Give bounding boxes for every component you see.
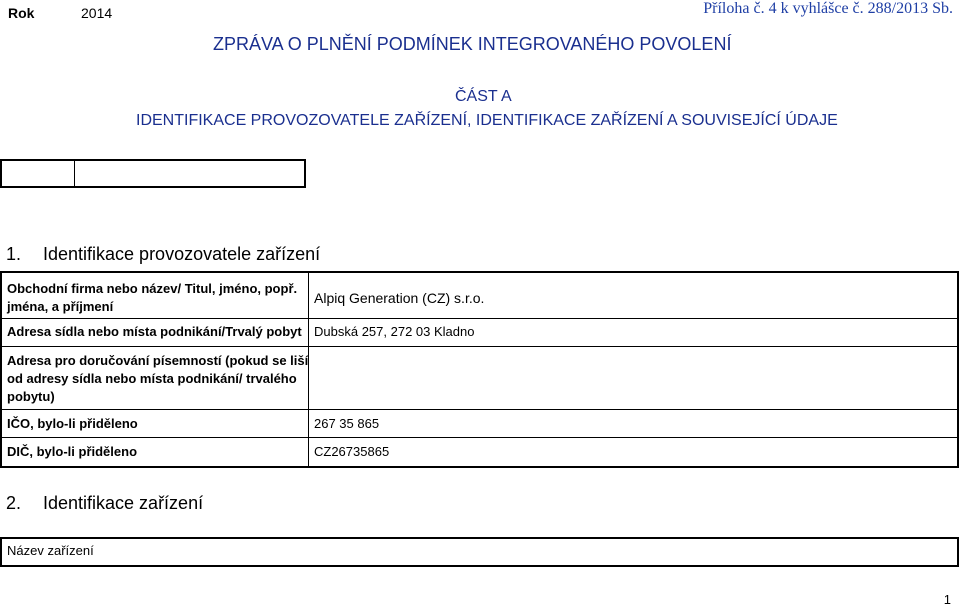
year-box xyxy=(0,159,306,188)
attachment-reference: Příloha č. 4 k vyhlášce č. 288/2013 Sb. xyxy=(703,0,953,17)
part-subtitle: IDENTIFIKACE PROVOZOVATELE ZAŘÍZENÍ, IDENTIFIKACE ZAŘÍZENÍ A SOUVISEJÍCÍ ÚDAJE xyxy=(136,112,838,129)
row-value-dic[interactable]: CZ26735865 xyxy=(314,444,390,459)
row-value-ico[interactable]: 267 35 865 xyxy=(314,416,380,431)
operator-table xyxy=(0,271,959,468)
year-label: Rok xyxy=(8,5,35,21)
year-value[interactable]: 2014 xyxy=(81,5,113,21)
report-title: ZPRÁVA O PLNĚNÍ PODMÍNEK INTEGROVANÉHO POVOLENÍ xyxy=(213,34,732,54)
row-value-address[interactable]: Dubská 257, 272 03 Kladno xyxy=(314,324,475,339)
section2-title: Identifikace zařízení xyxy=(43,493,204,513)
row-divider xyxy=(2,437,957,438)
section2-number: 2. xyxy=(6,493,22,513)
facility-name-box[interactable] xyxy=(0,537,959,567)
row-label-company-name: Obchodní firma nebo název/ Titul, jméno, popř. jména, a příjmení xyxy=(7,281,298,314)
year-divider xyxy=(74,161,75,186)
row-label-ico: IČO, bylo-li přiděleno xyxy=(7,416,138,431)
facility-name-label: Název zařízení xyxy=(7,543,94,558)
row-divider xyxy=(2,346,957,347)
part-heading: ČÁST A xyxy=(455,88,512,105)
row-label-delivery-address: Adresa pro doručování písemností (pokud se liší od adresy sídla nebo místa podnikání/ trvalého pobytu) xyxy=(7,353,309,404)
row-value-company-name[interactable]: Alpiq Generation (CZ) s.r.o. xyxy=(314,290,485,306)
section1-title: Identifikace provozovatele zařízení xyxy=(43,244,321,264)
row-divider xyxy=(2,409,957,410)
row-divider xyxy=(2,318,957,319)
section1-number: 1. xyxy=(6,244,22,264)
row-label-address: Adresa sídla nebo místa podnikání/Trvalý pobyt xyxy=(7,324,302,339)
row-label-dic: DIČ, bylo-li přiděleno xyxy=(7,444,138,459)
page-number: 1 xyxy=(943,592,951,607)
